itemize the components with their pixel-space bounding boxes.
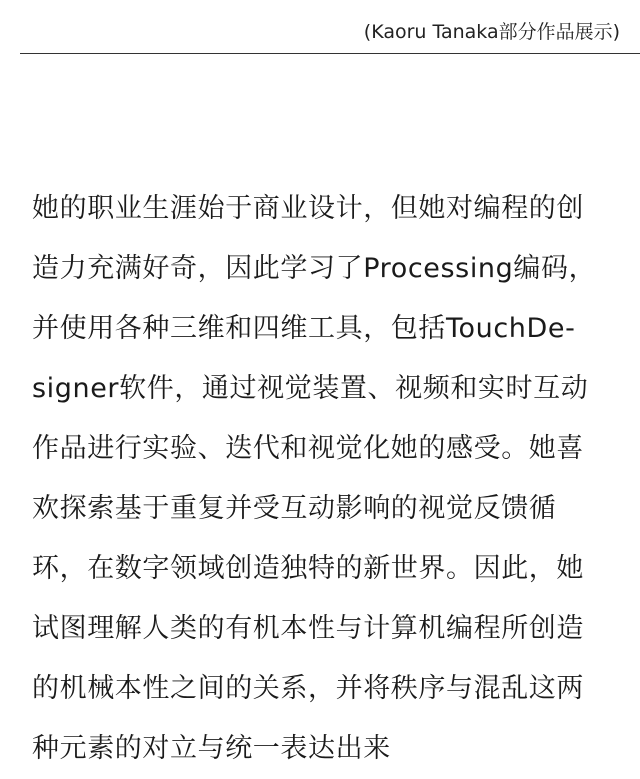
paragraph-line: 环，在数字领域创造独特的新世界。因此，她 (32, 553, 584, 584)
paragraph-line: 试图理解人类的有机本性与计算机编程所创造 (32, 613, 584, 644)
article-paragraph (32, 179, 608, 764)
caption-divider (20, 53, 640, 54)
paragraph-line: 并使用各种三维和四维工具，包括TouchDe- (32, 313, 576, 344)
image-caption: (Kaoru Tanaka部分作品展示) (363, 21, 620, 43)
paragraph-line: 作品进行实验、迭代和视觉化她的感受。她喜 (32, 433, 584, 464)
paragraph-line: signer软件，通过视觉装置、视频和实时互动 (32, 373, 589, 404)
paragraph-line: 她的职业生涯始于商业设计，但她对编程的创 (32, 193, 584, 224)
paragraph-line: 欢探索基于重复并受互动影响的视觉反馈循 (32, 493, 557, 524)
paragraph-line: 造力充满好奇，因此学习了Processing编码， (32, 253, 597, 284)
paragraph-line-partial: 种元素的对立与统一表达出来 (32, 733, 391, 764)
paragraph-line: 的机械本性之间的关系，并将秩序与混乱这两 (32, 673, 584, 704)
